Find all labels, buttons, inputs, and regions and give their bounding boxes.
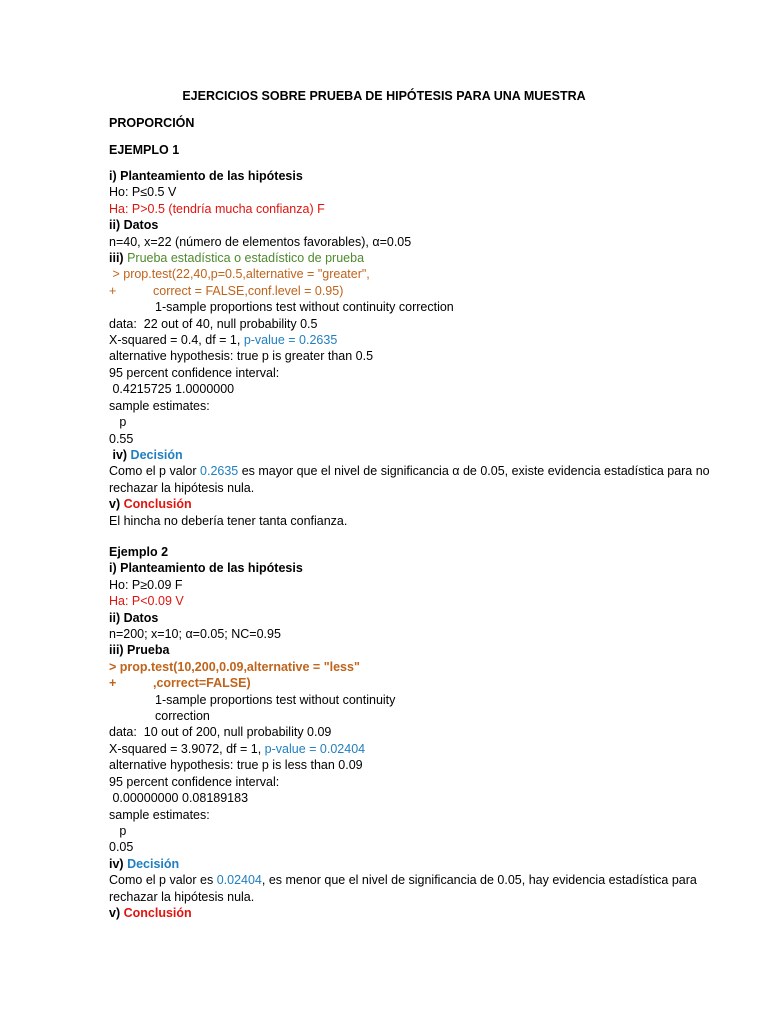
ex2-r-command-line2	[109, 675, 729, 691]
ex2-alt-hypothesis: Ha: P<0.09 V	[109, 594, 184, 609]
ex2-decision-post: , es menor que el nivel de significancia de 0.05, hay evidencia estadística para rechazar la hipótesis nula.	[109, 873, 697, 904]
ex2-decision-number: iv)	[109, 856, 128, 871]
ex2-r-command-args: ,correct=FALSE)	[153, 676, 251, 691]
ex2-decision-text	[109, 872, 729, 905]
ex2-output-alternative: alternative hypothesis: true p is less than 0.09	[109, 758, 363, 773]
ex2-null-hypothesis: Ho: P≥0.09 F	[109, 577, 183, 592]
example1-heading: EJEMPLO 1	[109, 143, 180, 157]
ex2-conclusion-number: v)	[109, 905, 124, 920]
ex1-alt-hypothesis: Ha: P>0.5 (tendría mucha confianza) F	[109, 201, 325, 216]
ex2-continuation-plus: +	[109, 676, 117, 691]
ex1-output-ci-label: 95 percent confidence interval:	[109, 365, 280, 380]
ex2-output-data: data: 10 out of 200, null probability 0.09	[109, 725, 332, 740]
ex2-output-ci-label: 95 percent confidence interval:	[109, 774, 280, 789]
example2-block	[109, 544, 729, 921]
ex1-decision-post: es mayor que el nivel de significancia α de 0.05, existe evidencia estadística para no rechazar la hipótesis nula.	[109, 464, 710, 495]
ex1-r-command-args: correct = FALSE,conf.level = 0.95)	[153, 283, 344, 298]
ex1-output-xsquared	[109, 332, 729, 348]
ex2-output-xsquared	[109, 741, 729, 757]
ex2-test-heading: iii) Prueba	[109, 643, 170, 658]
ex2-decision-pvalue: 0.02404	[216, 873, 262, 888]
ex2-decision-heading	[109, 856, 729, 872]
ex2-p-value: p-value = 0.02404	[264, 741, 366, 756]
ex1-decision-text	[109, 463, 729, 496]
ex2-conclusion-heading	[109, 905, 729, 921]
ex2-output-ci-values: 0.00000000 0.08189183	[109, 791, 249, 806]
ex2-decision-label: Decisión	[127, 856, 180, 871]
ex1-conclusion-text: El hincha no debería tener tanta confianza.	[109, 513, 348, 528]
ex1-output-data: data: 22 out of 40, null probability 0.5	[109, 316, 318, 331]
ex1-output-estimates-label: sample estimates:	[109, 398, 210, 413]
ex1-decision-pre: Como el p valor	[109, 464, 201, 479]
ex2-output-p-estimate: 0.05	[109, 840, 134, 855]
ex1-r-command-line1: > prop.test(22,40,p=0.5,alternative = "greater",	[109, 267, 370, 282]
section-heading: PROPORCIÓN	[109, 116, 195, 130]
example1-block	[109, 168, 729, 529]
ex1-data-heading: ii) Datos	[109, 218, 159, 233]
ex1-decision-number: iv)	[109, 447, 131, 462]
ex2-conclusion-label: Conclusión	[123, 905, 192, 920]
ex2-decision-pre: Como el p valor es	[109, 873, 217, 888]
ex1-output-alternative: alternative hypothesis: true p is greater than 0.5	[109, 349, 374, 364]
ex2-output-title-line1: 1-sample proportions test without continuity	[155, 692, 396, 707]
document-title: EJERCICIOS SOBRE PRUEBA DE HIPÓTESIS PARA UNA MUESTRA	[182, 89, 586, 103]
example2-heading: Ejemplo 2	[109, 545, 169, 559]
ex1-p-value: p-value = 0.2635	[243, 333, 338, 348]
ex2-data-heading: ii) Datos	[109, 610, 159, 625]
ex1-hypothesis-heading: i) Planteamiento de las hipótesis	[109, 169, 303, 183]
ex1-xsquared-text: X-squared = 0.4, df = 1,	[109, 333, 244, 348]
ex1-data-values: n=40, x=22 (número de elementos favorables), α=0.05	[109, 234, 412, 249]
ex2-xsquared-text: X-squared = 3.9072, df = 1,	[109, 741, 265, 756]
ex2-hypothesis-heading: i) Planteamiento de las hipótesis	[109, 561, 303, 576]
ex1-conclusion-label: Conclusión	[123, 497, 192, 512]
ex2-output-estimates-label: sample estimates:	[109, 807, 210, 822]
ex2-output-p-label: p	[109, 823, 127, 838]
ex1-conclusion-number: v)	[109, 497, 124, 512]
ex1-output-ci-values: 0.4215725 1.0000000	[109, 382, 235, 397]
ex1-output-p-estimate: 0.55	[109, 431, 134, 446]
ex1-decision-heading	[109, 447, 729, 463]
ex2-data-values: n=200; x=10; α=0.05; NC=0.95	[109, 627, 281, 642]
ex1-output-title: 1-sample proportions test without continuity correction	[155, 300, 454, 315]
ex1-test-label: Prueba estadística o estadístico de prueba	[127, 251, 365, 266]
ex1-decision-label: Decisión	[130, 447, 183, 462]
ex1-test-heading	[109, 250, 729, 266]
ex1-continuation-plus: +	[109, 283, 117, 298]
ex2-r-command-line1: > prop.test(10,200,0.09,alternative = "less"	[109, 659, 360, 674]
ex1-conclusion-heading	[109, 496, 729, 512]
ex1-output-p-label: p	[109, 415, 127, 430]
ex1-decision-pvalue: 0.2635	[200, 464, 239, 479]
ex1-test-number: iii)	[109, 251, 128, 266]
ex1-null-hypothesis: Ho: P≤0.5 V	[109, 185, 177, 200]
ex2-output-title-line2: correction	[155, 709, 210, 724]
ex1-r-command-line2	[109, 283, 729, 299]
